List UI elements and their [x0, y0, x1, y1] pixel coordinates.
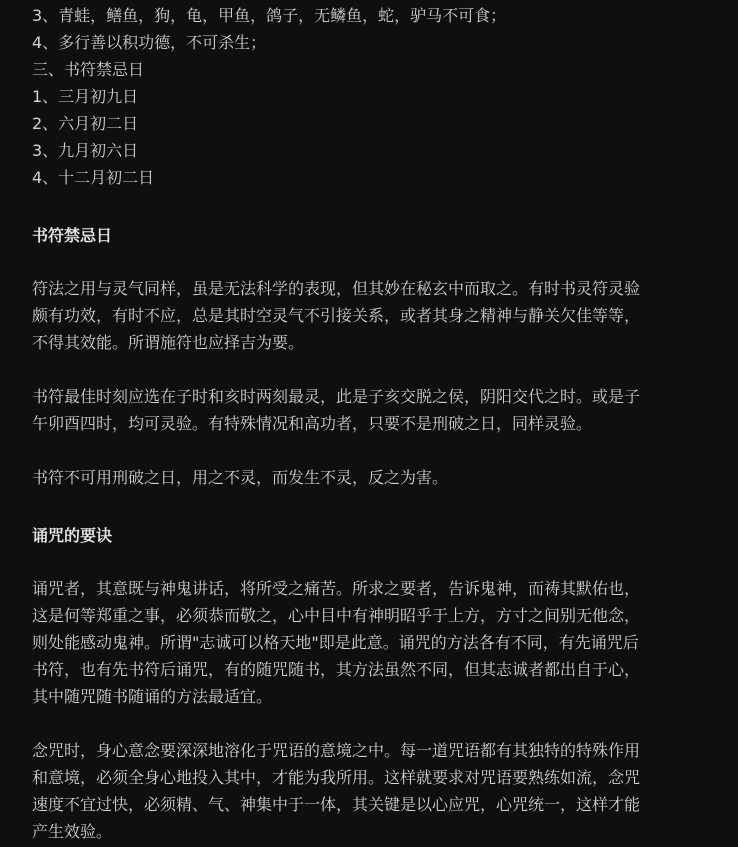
paragraph-line: 午卯酉四时，均可灵验。有特殊情况和高功者，只要不是刑破之日，同样灵验。	[32, 414, 593, 433]
paragraph-line: 和意境，必须全身心地投入其中，才能为我所用。这样就要求对咒语要熟练如流，念咒	[32, 768, 641, 787]
paragraph	[32, 383, 722, 437]
article-body	[32, 2, 722, 845]
paragraph	[32, 275, 722, 356]
paragraph-line: 书符不可用刑破之日，用之不灵，而发生不灵，反之为害。	[32, 468, 449, 487]
paragraph-line: 不得其效能。所谓施符也应择吉为要。	[32, 333, 305, 352]
paragraph	[32, 575, 722, 710]
paragraph-line: 速度不宜过快，必须精、气、神集中于一体，其关键是以心应咒，心咒统一，这样才能	[32, 795, 641, 814]
paragraph-line: 这是何等郑重之事，必须恭而敬之，心中目中有神明昭乎于上方，方寸之间别无他念，	[32, 606, 641, 625]
paragraph-line: 其中随咒随书随诵的方法最适宜。	[32, 687, 273, 706]
section-heading-mantra: 诵咒的要诀	[32, 526, 113, 545]
paragraph-line: 书符，也有先书符后诵咒，有的随咒随书，其方法虽然不同，但其志诚者都出自于心，	[32, 660, 641, 679]
paragraph	[32, 464, 722, 491]
list-item: 三、书符禁忌日	[32, 60, 145, 79]
list-item: 3、青蛙，鳝鱼，狗，龟，甲鱼，鸽子，无鳞鱼，蛇，驴马不可食；	[32, 6, 507, 25]
list-item: 4、多行善以积功德，不可杀生；	[32, 33, 267, 52]
list-item: 1、三月初九日	[32, 87, 139, 106]
paragraph-line: 念咒时，身心意念要深深地溶化于咒语的意境之中。每一道咒语都有其独特的特殊作用	[32, 741, 641, 760]
list-block	[32, 2, 722, 191]
paragraph	[32, 737, 722, 845]
list-item: 2、六月初二日	[32, 114, 139, 133]
paragraph-line: 则处能感动鬼神。所谓"志诚可以格天地"即是此意。诵咒的方法各有不同，有先诵咒后	[32, 633, 639, 652]
paragraph-line: 诵咒者，其意既与神鬼讲话，将所受之痛苦。所求之要者，告诉鬼神，而祷其默佑也，	[32, 579, 641, 598]
paragraph-line: 书符最佳时刻应选在子时和亥时两刻最灵，此是子亥交脱之侯，阴阳交代之时。或是子	[32, 387, 641, 406]
list-item: 4、十二月初二日	[32, 168, 155, 187]
list-item: 3、九月初六日	[32, 141, 139, 160]
paragraph-line: 颇有功效，有时不应，总是其时空灵气不引接关系，或者其身之精神与静关欠佳等等，	[32, 306, 641, 325]
section-heading-talisman: 书符禁忌日	[32, 226, 113, 245]
paragraph-line: 产生效验。	[32, 822, 113, 841]
paragraph-line: 符法之用与灵气同样，虽是无法科学的表现，但其妙在秘玄中而取之。有时书灵符灵验	[32, 279, 641, 298]
